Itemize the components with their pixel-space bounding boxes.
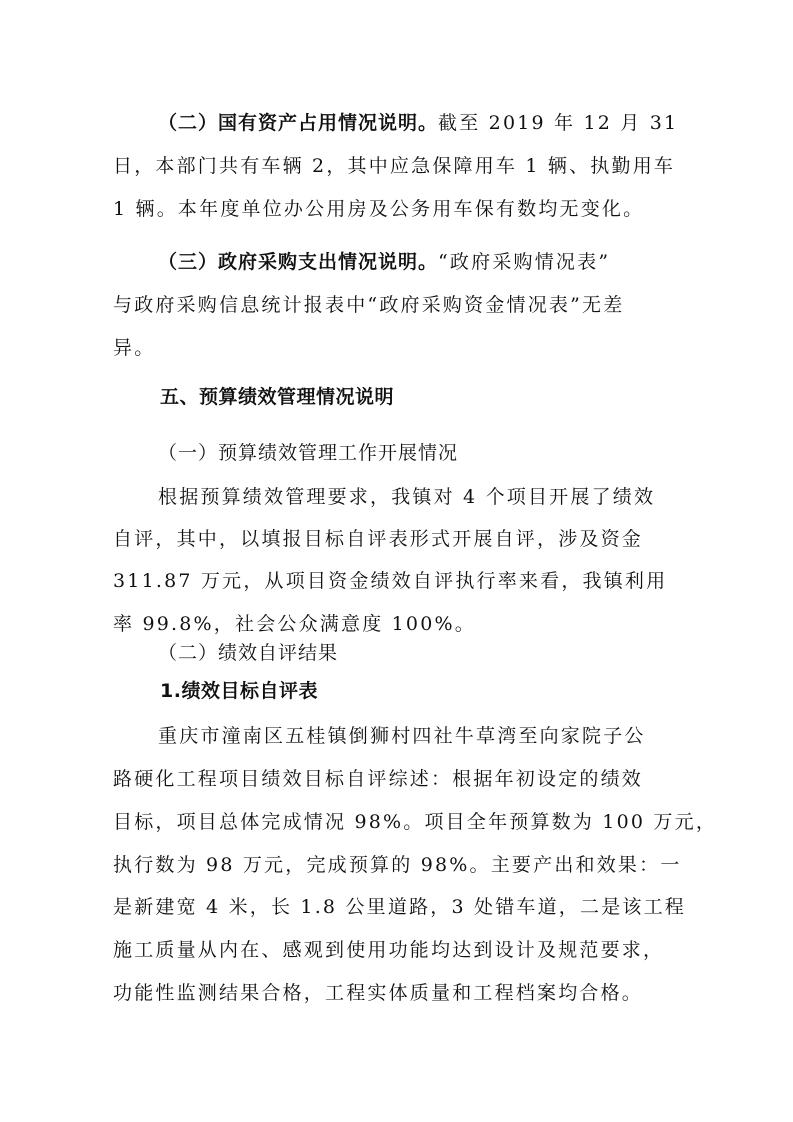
sub1-paragraph-line-4: 率 99.8%，社会公众满意度 100%。: [113, 613, 476, 635]
item1-paragraph-line-1: 重庆市潼南区五桂镇倒狮村四社牛草湾至向家院子公: [158, 725, 646, 747]
procurement-paragraph-line-3: 异。: [113, 337, 156, 359]
sub1-heading: （一）预算绩效管理工作开展情况: [158, 442, 459, 464]
item1-paragraph-line-5: 是新建宽 4 米，长 1.8 公里道路，3 处错车道，二是该工程: [113, 896, 686, 918]
item1-paragraph-line-4: 执行数为 98 万元，完成预算的 98%。主要产出和效果：一: [113, 854, 682, 876]
item1-heading: 1.绩效目标自评表: [160, 680, 318, 702]
procurement-heading: （三）政府采购支出情况说明。: [158, 251, 439, 273]
sub2-heading: （二）绩效自评结果: [158, 642, 339, 664]
procurement-paragraph-line-2: 与政府采购信息统计报表中“政府采购资金情况表”无差: [113, 294, 625, 316]
item1-paragraph-line-2: 路硬化工程项目绩效目标自评综述：根据年初设定的绩效: [113, 768, 644, 790]
item1-paragraph-line-6: 施工质量从内在、感观到使用功能均达到设计及规范要求，: [113, 939, 665, 961]
sub1-paragraph-line-1: 根据预算绩效管理要求，我镇对 4 个项目开展了绩效: [158, 486, 656, 508]
section-5-heading: 五、预算绩效管理情况说明: [160, 386, 395, 408]
asset-paragraph-line-1: [158, 110, 678, 136]
asset-paragraph-line-3: 1 辆。本年度单位办公用房及公务用车保有数均无变化。: [113, 198, 645, 220]
asset-paragraph-line-2: 日，本部门共有车辆 2，其中应急保障用车 1 辆、执勤用车: [113, 155, 676, 177]
item1-paragraph-line-3: 目标，项目总体完成情况 98%。项目全年预算数为 100 万元，: [113, 811, 718, 833]
sub1-paragraph-line-3: 311.87 万元，从项目资金绩效自评执行率来看，我镇利用: [113, 570, 668, 592]
asset-heading: （二）国有资产占用情况说明。: [158, 112, 439, 134]
sub1-paragraph-line-2: 自评，其中，以填报目标自评表形式开展自评，涉及资金: [113, 528, 644, 550]
asset-line1-text: 截至 2019 年 12 月 31: [438, 112, 679, 134]
procurement-line1-text: “政府采购情况表”: [438, 251, 611, 273]
procurement-paragraph-line-1: [158, 249, 610, 275]
item1-paragraph-line-7: 功能性监测结果合格，工程实体质量和工程档案均合格。: [113, 982, 644, 1004]
